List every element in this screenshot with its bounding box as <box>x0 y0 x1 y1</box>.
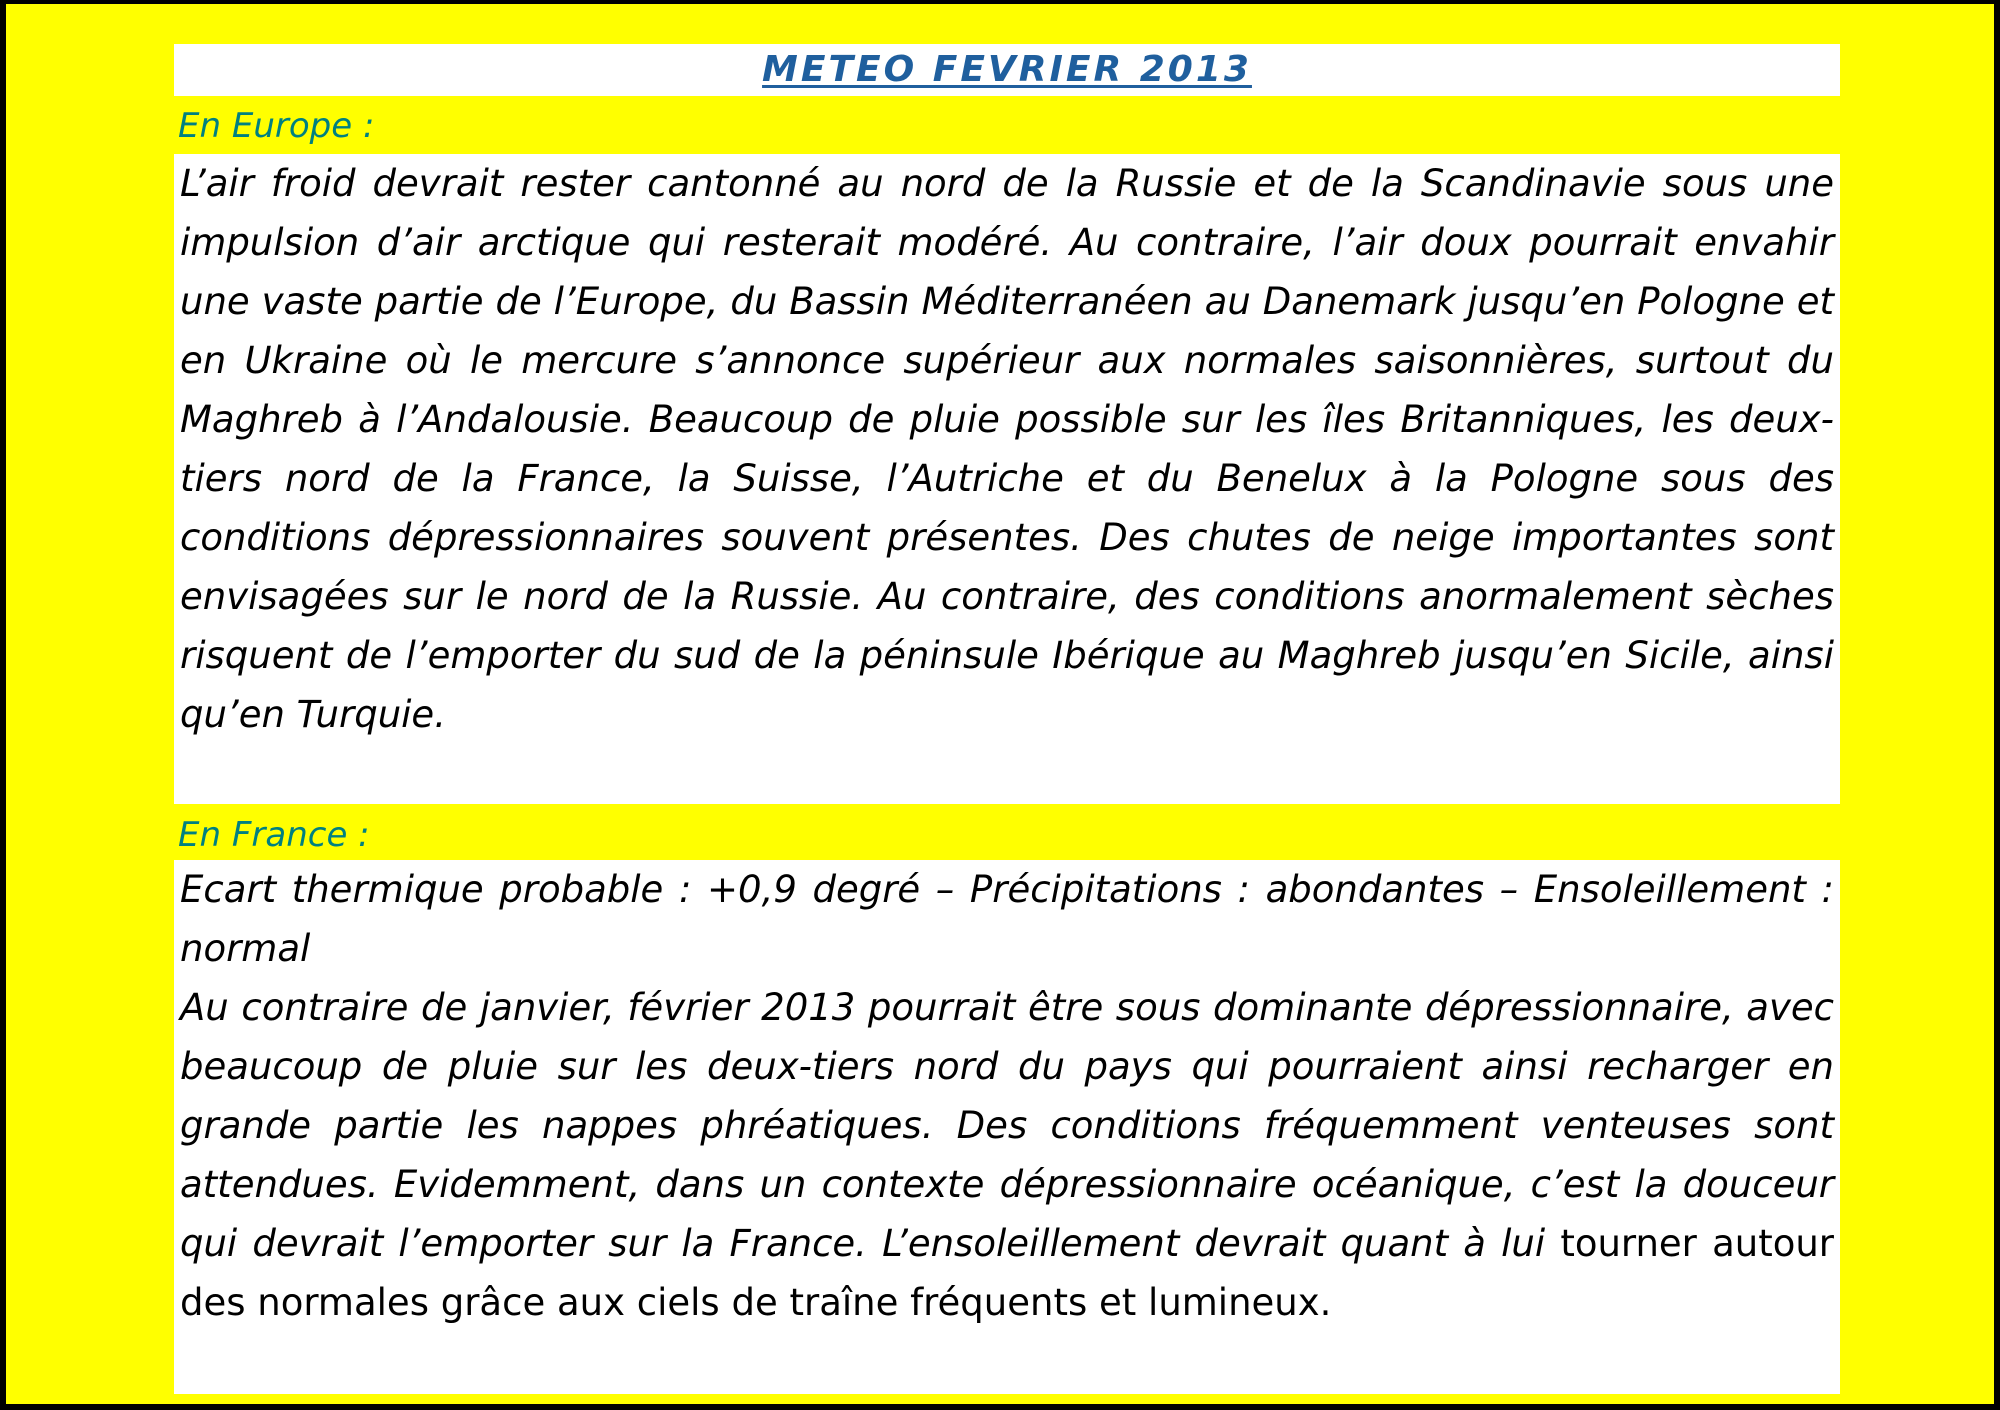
page-title: METEO FEVRIER 2013 <box>762 49 1252 90</box>
title-bar <box>174 44 1840 96</box>
france-paragraph-main: Au contraire de janvier, février 2013 pourrait être sous dominante dépressionnaire, avec beaucoup de pluie sur les deux-tiers nord du pays qui pourraient ainsi recharger en grande partie les nappes phréatiques. Des conditions fréquemment venteuses sont attendues. Evidemment, dans un contexte dépressionnaire océanique, c’est la douceur qui devrait l’emporter sur la France. L’ensoleillement devrait quant à lui <box>180 986 1834 1265</box>
france-text-block <box>174 860 1840 1394</box>
document-page <box>4 2 1996 1406</box>
europe-paragraph: L’air froid devrait rester cantonné au nord de la Russie et de la Scandinavie sous une impulsion d’air arctique qui resterait modéré. Au contraire, l’air doux pourrait envahir une vaste partie de l’Europe, du Bassin Méditerranéen au Danemark jusqu’en Pologne et en Ukraine où le mercure s’annonce supérieur aux normales saisonnières, surtout du Maghreb à l’Andalousie. Beaucoup de pluie possible sur les îles Britanniques, les deux-tiers nord de la France, la Suisse, l’Autriche et du Benelux à la Pologne sous des conditions dépressionnaires souvent présentes. Des chutes de neige importantes sont envisagées sur le nord de la Russie. Au contraire, des conditions anormalement sèches risquent de l’emporter du sud de la péninsule Ibérique au Maghreb jusqu’en Sicile, ainsi qu’en Turquie. <box>180 162 1834 736</box>
france-paragraph <box>180 978 1834 1332</box>
france-summary: Ecart thermique probable : +0,9 degré – Précipitations : abondantes – Ensoleillement : normal <box>180 868 1834 970</box>
europe-text-block <box>174 154 1840 804</box>
section-heading-france: En France : <box>178 815 370 855</box>
section-heading-europe: En Europe : <box>178 106 375 146</box>
france-paragraph-tail: tourner autour des normales grâce aux ciels de traîne fréquents et lumineux. <box>180 1222 1834 1324</box>
